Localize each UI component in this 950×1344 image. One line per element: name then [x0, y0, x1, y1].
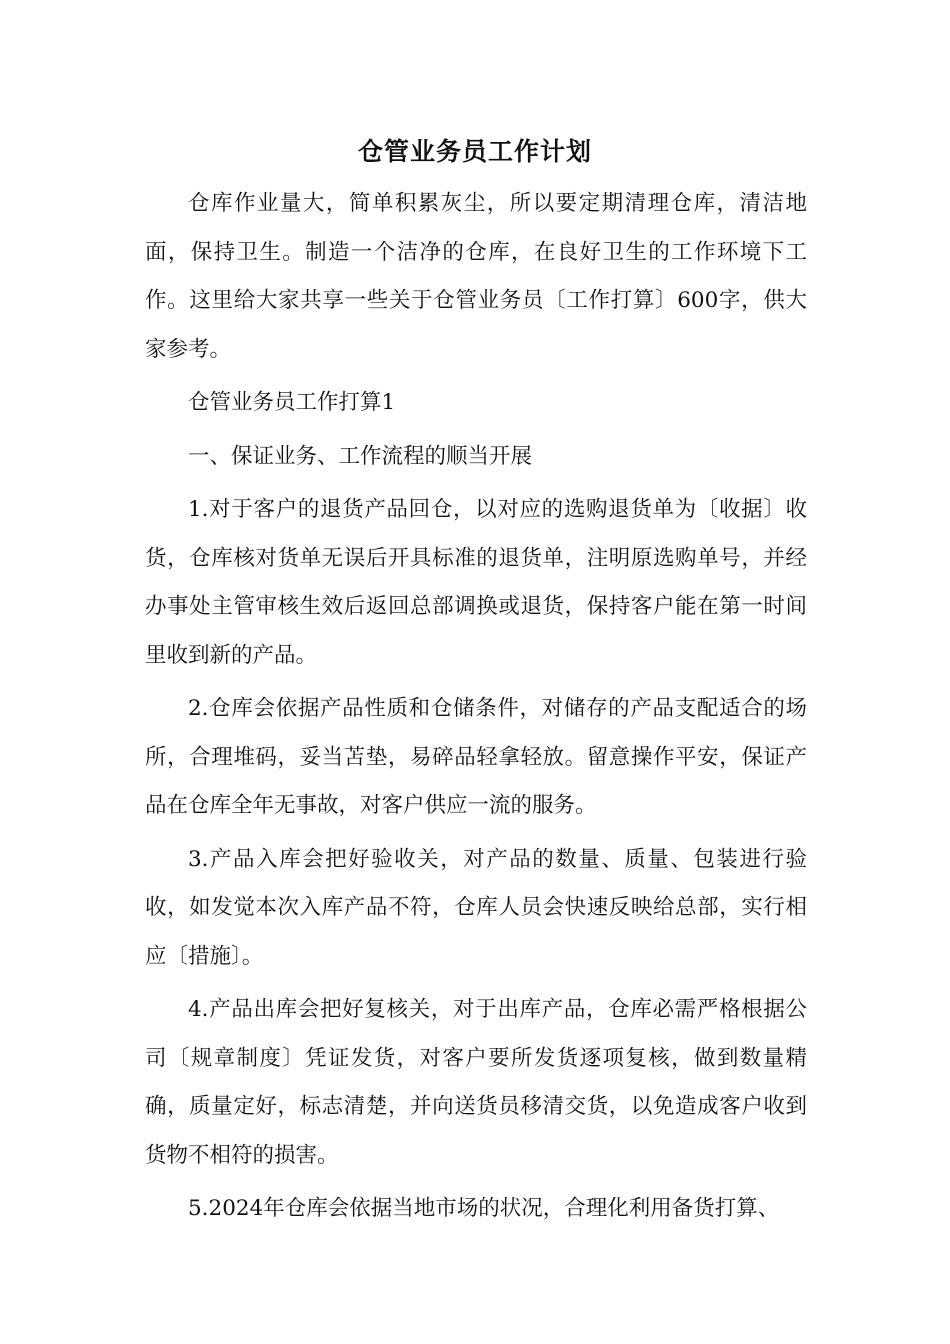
- paragraph-subheading: 一、保证业务、工作流程的顺当开展: [188, 443, 533, 469]
- document-body: [145, 180, 807, 1239]
- document-title: 仓管业务员工作计划: [357, 137, 592, 166]
- paragraph-section-heading: 仓管业务员工作打算1: [188, 390, 396, 415]
- paragraph-item-4: 4.产品出库会把好复核关，对于出库产品，仓库必需严格根据公司〔规章制度〕凭证发货，对客户要所发货逐项复核，做到数量精确，质量定好，标志清楚，并向送货员移清交货，以免造成客户收到货物不相符的损害。: [145, 997, 807, 1168]
- paragraph-item-2: 2.仓库会依据产品性质和仓储条件，对储存的产品支配适合的场所，合理堆码，妥当苫垫，易碎品轻拿轻放。留意操作平安，保证产品在仓库全年无事故，对客户供应一流的服务。: [145, 696, 807, 818]
- paragraph-intro: 仓库作业量大，简单积累灰尘，所以要定期清理仓库，清洁地面，保持卫生。制造一个洁净的仓库，在良好卫生的工作环境下工作。这里给大家共享一些关于仓管业务员〔工作打算〕600字，供大家参考。: [145, 191, 807, 362]
- paragraph-item-5: 5.2024年仓库会依据当地市场的状况，合理化利用备货打算、: [188, 1196, 780, 1221]
- paragraph-item-1: 1.对于客户的退货产品回仓，以对应的选购退货单为〔收据〕收货，仓库核对货单无误后开具标准的退货单，注明原选购单号，并经办事处主管审核生效后返回总部调换或退货，保持客户能在第一时间里收到新的产品。: [145, 497, 807, 668]
- paragraph-item-3: 3.产品入库会把好验收关，对产品的数量、质量、包装进行验收，如发觉本次入库产品不符，仓库人员会快速反映给总部，实行相应〔措施〕。: [145, 846, 807, 969]
